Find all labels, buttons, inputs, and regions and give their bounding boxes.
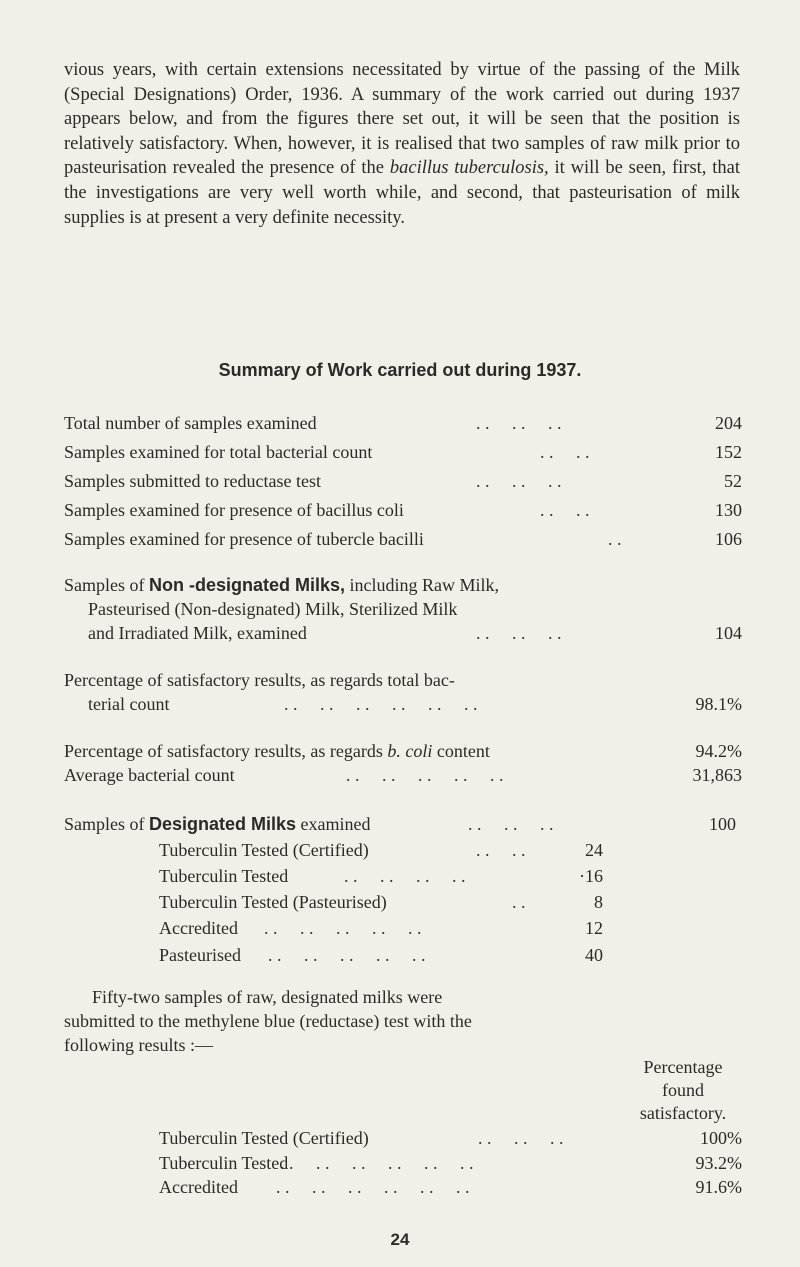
desig-item-row	[64, 864, 740, 888]
leader-dots: . . . . . . . . . . . .	[276, 1177, 470, 1197]
row-value: 130	[715, 500, 742, 520]
pct-coli-value: 94.2%	[695, 741, 742, 761]
nondesig-text: and Irradiated Milk, examined	[88, 623, 307, 643]
fifty-line-2	[64, 1009, 740, 1033]
leader-dots: . . . . . . . . . .	[264, 918, 422, 938]
leader-dots: . . . .	[540, 500, 590, 520]
desig-item-row	[64, 890, 740, 914]
fifty-text: Fifty-two samples of raw, designated milks were	[92, 987, 443, 1007]
column-heading-line: Percentage	[643, 1057, 723, 1077]
leader-dots: . . . . . .	[476, 471, 562, 491]
leader-dots: . . . .	[540, 442, 590, 462]
pct-bact-line-1	[64, 668, 740, 692]
desig-item-row	[64, 838, 740, 862]
desig-text: Samples of	[64, 814, 149, 834]
result-label: Tuberculin Tested	[159, 1153, 289, 1173]
fifty-line-3	[64, 1033, 740, 1057]
leader-dots: . .	[512, 892, 526, 912]
avg-label: Average bacterial count	[64, 765, 235, 785]
result-value: 91.6%	[695, 1177, 742, 1197]
desig-bold: Designated Milks	[149, 814, 297, 834]
pct-coli-row	[64, 739, 740, 763]
row-label: Samples examined for presence of bacillus coli	[64, 500, 404, 520]
leader-dots: . . . . . . . .	[344, 866, 466, 886]
pct-coli-text: content	[432, 741, 490, 761]
leader-dots: . . . . . .	[478, 1128, 564, 1148]
leader-dots: . .	[608, 529, 622, 549]
desig-item-value: 12	[585, 918, 603, 938]
summary-row-tubercle	[64, 527, 740, 551]
desig-item-value: 8	[594, 892, 603, 912]
desig-text: examined	[296, 814, 371, 834]
pct-bact-value: 98.1%	[695, 694, 742, 714]
nondesig-text: Pasteurised (Non-designated) Milk, Sterilized Milk	[88, 599, 458, 619]
leader-dots: . . . . . . . . . . . .	[284, 694, 478, 714]
intro-text-2: it will be seen, first, that the investigations are very well worth while, and second, that pasteurisation of milk supplies is at present a very definite necessity.	[64, 158, 741, 228]
desig-row	[64, 812, 740, 836]
nondesig-line-2	[64, 597, 740, 621]
pct-bact-line-2	[64, 692, 740, 716]
desig-item-value: 40	[585, 945, 603, 965]
row-value: 152	[715, 442, 742, 462]
desig-item-label: Tuberculin Tested (Certified)	[159, 840, 369, 860]
leader-dots: . . . . . .	[476, 623, 562, 643]
nondesig-line-1	[64, 573, 740, 597]
nondesig-suffix: including Raw Milk,	[345, 575, 500, 595]
intro-text-1: vious years, with certain extensions necessitated by virtue of the passing of the Milk (Special Designations) Order, 1936. A summary of the work carried out during 1937 appears below, and from the figures there set out, it will be seen that the position is relatively satisfactory. When, however, it is realised that two samples of raw milk prior to pasteurisation revealed the presence of the	[64, 60, 740, 179]
row-label: Samples submitted to reductase test	[64, 471, 321, 491]
pct-bact-text: Percentage of satisfactory results, as regards total bac-	[64, 670, 455, 690]
desig-item-value: 24	[585, 840, 603, 860]
nondesig-line-3	[64, 621, 740, 645]
row-label: Samples examined for total bacterial count	[64, 442, 373, 462]
pct-coli-text: Percentage of satisfactory results, as regards	[64, 741, 388, 761]
summary-row-coli	[64, 498, 740, 522]
result-label: Accredited	[159, 1177, 238, 1197]
row-value: 106	[715, 529, 742, 549]
desig-item-row	[64, 943, 740, 967]
desig-item-value: ·16	[579, 866, 603, 886]
leader-dots: . . . . . .	[468, 814, 554, 834]
fifty-line-1	[64, 985, 740, 1009]
column-heading	[608, 1056, 758, 1125]
desig-item-label: Tuberculin Tested (Pasteurised)	[159, 892, 387, 912]
summary-row-reductase	[64, 469, 740, 493]
nondesig-prefix: Samples of	[64, 575, 149, 595]
summary-row-bacterial	[64, 440, 740, 464]
leader-dots: . . . . . . . . . . . .	[280, 1153, 474, 1173]
row-label: Samples examined for presence of tubercle bacilli	[64, 529, 424, 549]
fifty-text: following results :—	[64, 1035, 213, 1055]
column-heading-line: satisfactory.	[639, 1103, 727, 1123]
row-label: Total number of samples examined	[64, 413, 317, 433]
row-value: 204	[715, 413, 742, 433]
page-number: 24	[390, 1230, 410, 1249]
result-label: Tuberculin Tested (Certified)	[159, 1128, 369, 1148]
pct-coli-italic: b. coli	[387, 741, 433, 761]
desig-item-row	[64, 916, 740, 940]
result-row	[64, 1126, 740, 1150]
intro-paragraph	[64, 58, 740, 230]
intro-italic-term: bacillus tuberculosis,	[389, 158, 549, 179]
avg-value: 31,863	[692, 765, 742, 785]
result-value: 100%	[700, 1128, 742, 1148]
leader-dots: . . . . . .	[476, 413, 562, 433]
result-value: 93.2%	[695, 1153, 742, 1173]
column-heading-line: found	[662, 1080, 704, 1100]
desig-value: 100	[709, 814, 736, 834]
pct-bact-text: terial count	[88, 694, 170, 714]
leader-dots: . . . .	[476, 840, 526, 860]
row-value: 52	[724, 471, 742, 491]
avg-row	[64, 763, 740, 787]
fifty-text: submitted to the methylene blue (reductase) test with the	[64, 1011, 472, 1031]
summary-row-total	[64, 411, 740, 435]
leader-dots: . . . . . . . . . .	[346, 765, 504, 785]
desig-item-label: Tuberculin Tested	[159, 866, 289, 886]
nondesig-bold: Non -designated Milks,	[149, 575, 346, 595]
leader-dots: . . . . . . . . . .	[268, 945, 426, 965]
summary-heading: Summary of Work carried out during 1937.	[218, 360, 582, 380]
desig-item-label: Pasteurised	[159, 945, 241, 965]
nondesig-value: 104	[715, 623, 742, 643]
result-row	[64, 1175, 740, 1199]
result-row	[64, 1151, 740, 1175]
desig-item-label: Accredited	[159, 918, 238, 938]
